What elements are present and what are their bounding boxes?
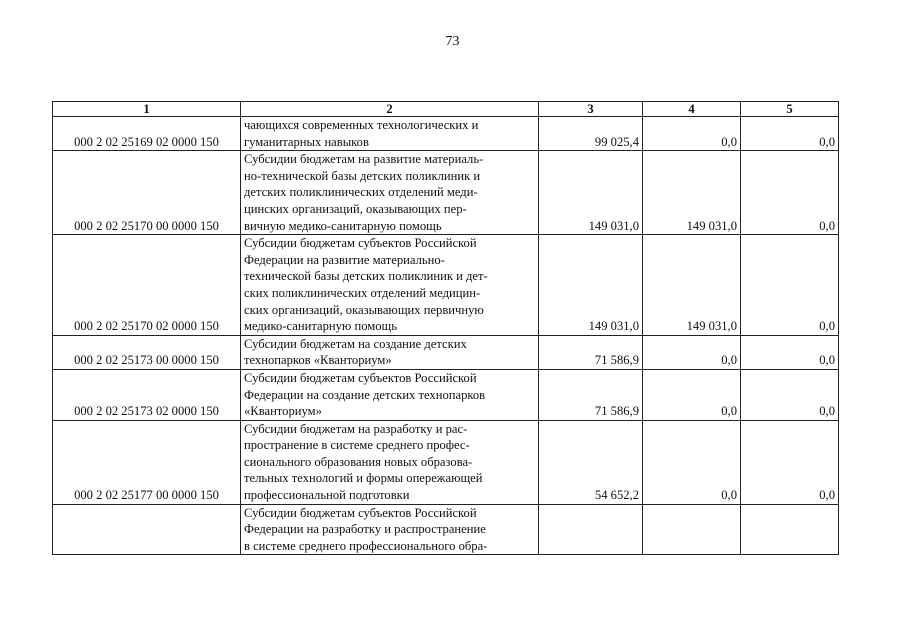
budget-table	[52, 101, 839, 555]
table-row	[53, 369, 839, 420]
budget-code	[53, 504, 241, 555]
amount-col-3: 71 586,9	[539, 369, 643, 420]
budget-code: 000 2 02 25177 00 0000 150	[53, 420, 241, 504]
table-row	[53, 420, 839, 504]
table-row	[53, 235, 839, 336]
amount-col-5: 0,0	[741, 235, 839, 336]
amount-col-5: 0,0	[741, 117, 839, 151]
table-row	[53, 117, 839, 151]
header-col-1: 1	[53, 102, 241, 117]
amount-col-5: 0,0	[741, 151, 839, 235]
header-row	[53, 102, 839, 117]
table-row	[53, 504, 839, 555]
header-col-3: 3	[539, 102, 643, 117]
amount-col-5	[741, 504, 839, 555]
budget-code: 000 2 02 25170 00 0000 150	[53, 151, 241, 235]
table-header	[53, 102, 839, 117]
table-row	[53, 151, 839, 235]
page-number: 73	[445, 34, 460, 49]
budget-code: 000 2 02 25169 02 0000 150	[53, 117, 241, 151]
budget-code: 000 2 02 25173 00 0000 150	[53, 335, 241, 369]
amount-col-3: 54 652,2	[539, 420, 643, 504]
amount-col-5: 0,0	[741, 420, 839, 504]
amount-col-4: 149 031,0	[643, 151, 741, 235]
amount-col-4: 0,0	[643, 117, 741, 151]
amount-col-4: 0,0	[643, 420, 741, 504]
amount-col-4: 0,0	[643, 369, 741, 420]
item-name: Субсидии бюджетам субъектов Российской Федерации на создание детских технопарков «Кванториум»	[241, 369, 539, 420]
header-col-2: 2	[241, 102, 539, 117]
item-name: чающихся современных технологических и гуманитарных навыков	[241, 117, 539, 151]
item-name: Субсидии бюджетам субъектов Российской Федерации на разработку и распространение в системе среднего профессионального обра-	[241, 504, 539, 555]
header-col-5: 5	[741, 102, 839, 117]
item-name: Субсидии бюджетам субъектов Российской Федерации на развитие материально- технической базы детских поликлиник и дет- ских поликлинических отделений медицин- ских организаций, оказывающих первичную медико-санитарную помощь	[241, 235, 539, 336]
amount-col-4: 0,0	[643, 335, 741, 369]
amount-col-5: 0,0	[741, 369, 839, 420]
amount-col-3: 71 586,9	[539, 335, 643, 369]
amount-col-3: 99 025,4	[539, 117, 643, 151]
amount-col-3: 149 031,0	[539, 235, 643, 336]
header-col-4: 4	[643, 102, 741, 117]
amount-col-3: 149 031,0	[539, 151, 643, 235]
budget-code: 000 2 02 25173 02 0000 150	[53, 369, 241, 420]
budget-code: 000 2 02 25170 02 0000 150	[53, 235, 241, 336]
amount-col-4	[643, 504, 741, 555]
amount-col-5: 0,0	[741, 335, 839, 369]
amount-col-4: 149 031,0	[643, 235, 741, 336]
item-name: Субсидии бюджетам на развитие материаль- но-технической базы детских поликлиник и детских поликлинических отделений меди- цинских организаций, оказывающих пер- вичную медико-санитарную помощь	[241, 151, 539, 235]
table-body	[53, 117, 839, 555]
item-name: Субсидии бюджетам на разработку и рас- пространение в системе среднего профес- сионального образования новых образова- тельных технологий и формы опережающей профессиональной подготовки	[241, 420, 539, 504]
amount-col-3	[539, 504, 643, 555]
item-name: Субсидии бюджетам на создание детских технопарков «Кванториум»	[241, 335, 539, 369]
table-row	[53, 335, 839, 369]
